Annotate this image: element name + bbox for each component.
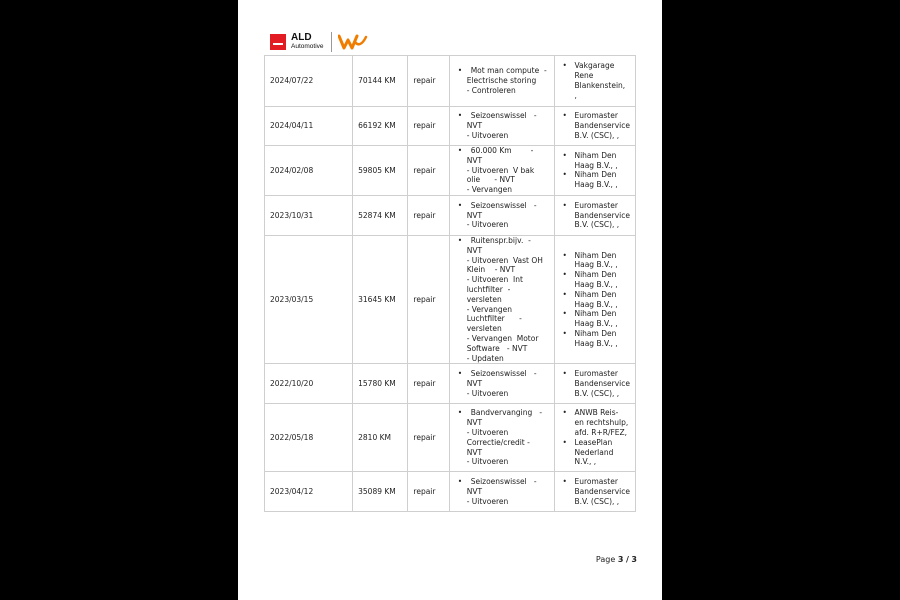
activity-line: - Uitvoeren [466, 428, 509, 438]
service-type-cell: repair [408, 56, 449, 107]
garage-line [560, 339, 630, 349]
service-date-cell: 2022/05/18 [265, 404, 353, 472]
table-row [265, 404, 636, 472]
service-type-cell: repair [408, 195, 449, 235]
garage-cell [555, 107, 636, 146]
garage-name-text: Haag B.V., , [574, 319, 618, 329]
garage-line [560, 309, 630, 319]
page-label: Page [595, 555, 616, 564]
garage-line [560, 319, 630, 329]
bullet-icon: • [562, 250, 567, 260]
garage-name-text: Euromaster [574, 369, 618, 379]
current-page: 3 [617, 555, 624, 564]
bullet-icon [560, 180, 574, 190]
document-page [238, 0, 662, 600]
garage-line [560, 448, 630, 458]
table-row [265, 195, 636, 235]
activity-line: Luchtfilter - [466, 314, 522, 324]
garage-line [560, 91, 630, 101]
ald-logo-icon [270, 34, 286, 50]
activity-cell [449, 364, 555, 404]
garage-cell [555, 472, 636, 512]
activity-line: Correctie/credit - [466, 437, 530, 447]
garage-name-text: Haag B.V., , [574, 260, 618, 270]
garage-line [560, 389, 630, 399]
garage-line [560, 251, 630, 261]
activity-line: luchtfilter - [466, 284, 511, 294]
activity-line: Seizoenswissel - [470, 111, 537, 121]
service-date-cell: 2023/04/12 [265, 472, 353, 512]
garage-line [560, 487, 630, 497]
total-pages: 3 [631, 555, 637, 564]
garage-name-text: Rene [574, 71, 594, 81]
service-type-cell: repair [408, 364, 449, 404]
garage-line [560, 280, 630, 290]
bullet-icon: • [562, 477, 567, 487]
bullet-icon: • [457, 111, 463, 121]
garage-name-text: Vakgarage [574, 61, 615, 71]
activity-line: NVT [466, 155, 483, 165]
activity-line: NVT [466, 486, 483, 496]
activity-line: - Uitvoeren [466, 457, 509, 467]
garage-name-text: Niham Den [574, 329, 617, 339]
activity-line: versleten [466, 294, 502, 304]
garage-line [560, 121, 630, 131]
mileage-cell: 52874 KM [353, 195, 408, 235]
garage-cell [555, 146, 636, 196]
bullet-icon [560, 211, 574, 221]
activity-line: versleten [466, 324, 502, 334]
header-logos [270, 30, 368, 54]
garage-name-text: Nederland [574, 447, 614, 457]
bullet-icon [560, 131, 574, 141]
bullet-icon [560, 379, 574, 389]
activity-line: Seizoenswissel - [470, 477, 537, 487]
garage-name-text: ANWB Reis- [574, 408, 619, 418]
activity-item [455, 477, 550, 487]
page-number [596, 555, 637, 564]
activity-line: NVT [466, 121, 483, 131]
activity-line: - Uitvoeren Vast OH [466, 255, 543, 265]
garage-name-text: Niham Den [574, 170, 617, 180]
bullet-icon [560, 90, 577, 101]
activity-item [455, 201, 550, 211]
garage-line [560, 418, 630, 428]
table-row [265, 146, 636, 196]
service-type-cell: repair [408, 235, 449, 363]
garage-line [560, 71, 630, 81]
activity-cell [449, 56, 555, 107]
activity-line: Seizoenswissel - [470, 369, 537, 379]
garage-cell [555, 404, 636, 472]
bullet-icon: • [562, 289, 567, 299]
service-type-cell: repair [408, 107, 449, 146]
garage-name-text: Niham Den [574, 270, 617, 280]
garage-line [560, 151, 630, 161]
bullet-icon: • [562, 437, 567, 447]
service-date-cell: 2023/10/31 [265, 195, 353, 235]
activity-line: Ruitenspr.bijv. - [470, 235, 531, 245]
garage-name-text: afd. R+R/FEZ, [574, 428, 628, 438]
garage-line [560, 497, 630, 507]
bullet-icon [560, 457, 574, 467]
garage-name-text: Niham Den [574, 250, 617, 260]
bullet-icon [560, 418, 574, 428]
mileage-cell: 70144 KM [353, 56, 408, 107]
garage-name-text: N.V., , [574, 457, 597, 467]
garage-name-text: Haag B.V., , [574, 180, 618, 190]
bullet-icon: • [457, 235, 463, 245]
garage-name-text: Bandenservice [574, 486, 630, 496]
activity-line: NVT [466, 210, 483, 220]
activity-line: Software - NVT [466, 343, 528, 353]
service-type-cell: repair [408, 472, 449, 512]
bullet-icon: • [562, 61, 567, 71]
garage-name-text: LeasePlan [574, 437, 613, 447]
w-partner-logo-icon [338, 33, 368, 51]
activity-line: - Uitvoeren [466, 496, 509, 506]
bullet-icon: • [562, 408, 567, 418]
service-type-cell: repair [408, 404, 449, 472]
activity-line: NVT [466, 245, 483, 255]
garage-line [560, 408, 630, 418]
maintenance-history-table [264, 55, 636, 512]
garage-name-text: B.V. (CSC), , [574, 130, 620, 140]
garage-line [560, 180, 630, 190]
bullet-icon [560, 339, 574, 349]
activity-line: NVT [466, 418, 483, 428]
garage-line [560, 81, 630, 91]
garage-line [560, 260, 630, 270]
bullet-icon [560, 300, 574, 310]
activity-line: - Uitvoeren V bak [466, 165, 535, 175]
activity-line: - Uitvoeren [466, 388, 509, 398]
bullet-icon [560, 389, 574, 399]
garage-name-text: Haag B.V., , [574, 160, 618, 170]
bullet-icon: • [457, 408, 463, 418]
activity-item [455, 66, 550, 76]
activity-line: Electrische storing [466, 76, 537, 86]
ald-brand-sub: Automotive [291, 43, 324, 51]
bullet-icon: • [457, 200, 463, 210]
bullet-icon: • [457, 146, 463, 155]
table-row [265, 56, 636, 107]
garage-name-text: Haag B.V., , [574, 299, 618, 309]
activity-line: - Uitvoeren [466, 220, 509, 230]
activity-cell [449, 195, 555, 235]
garage-name-text: Bandenservice [574, 378, 630, 388]
garage-line [560, 379, 630, 389]
bullet-icon: • [457, 477, 463, 487]
bullet-icon [560, 81, 574, 91]
garage-cell [555, 235, 636, 363]
mileage-cell: 35089 KM [353, 472, 408, 512]
activity-item [455, 236, 550, 246]
table-row [265, 472, 636, 512]
bullet-icon: • [562, 170, 567, 180]
page-separator: / [625, 555, 629, 564]
ald-logo-text [291, 33, 324, 51]
garage-name-text: B.V. (CSC), , [574, 388, 620, 398]
activity-line: - Vervangen Motor [466, 333, 539, 343]
bullet-icon [560, 220, 574, 230]
bullet-icon [560, 71, 574, 81]
garage-line [560, 161, 630, 171]
service-date-cell: 2024/02/08 [265, 146, 353, 196]
activity-line: - Updaten [466, 353, 504, 363]
garage-line [560, 170, 630, 180]
activity-cell [449, 404, 555, 472]
bullet-icon: • [562, 329, 567, 339]
bullet-icon [560, 260, 574, 270]
garage-cell [555, 195, 636, 235]
activity-item [455, 408, 550, 418]
activity-line: Seizoenswissel - [470, 200, 537, 210]
activity-line: Klein - NVT [466, 265, 516, 275]
garage-name-text: Haag B.V., , [574, 280, 618, 290]
mileage-cell: 15780 KM [353, 364, 408, 404]
bullet-icon [560, 428, 574, 438]
garage-line [560, 477, 630, 487]
garage-cell [555, 56, 636, 107]
table-body [265, 56, 636, 512]
activity-line: - Vervangen [466, 185, 512, 195]
ald-brand-name: ALD [291, 32, 312, 44]
garage-name-text: Blankenstein, [574, 81, 626, 90]
garage-name-text: Euromaster [574, 477, 618, 487]
garage-line [560, 220, 630, 230]
service-type-cell: repair [408, 146, 449, 196]
activity-line: NVT [466, 447, 483, 457]
activity-line: 60.000 Km - [470, 146, 534, 155]
activity-line: - Vervangen [466, 304, 512, 314]
garage-name-text: Bandenservice [574, 210, 630, 220]
garage-line [560, 300, 630, 310]
table-row [265, 235, 636, 363]
activity-line: NVT [466, 378, 483, 388]
garage-line [560, 211, 630, 221]
garage-name-text: Niham Den [574, 289, 617, 299]
activity-line: Bandvervanging - [470, 408, 543, 418]
logo-divider [331, 32, 332, 52]
mileage-cell: 2810 KM [353, 404, 408, 472]
service-date-cell: 2023/03/15 [265, 235, 353, 363]
bullet-icon [560, 161, 574, 171]
garage-name-text: Niham Den [574, 150, 617, 160]
activity-cell [449, 107, 555, 146]
bullet-icon [560, 319, 574, 329]
bullet-icon: • [562, 150, 567, 160]
mileage-cell: 59805 KM [353, 146, 408, 196]
bullet-icon: • [457, 369, 463, 379]
garage-line [560, 457, 630, 467]
activity-item [455, 146, 550, 156]
garage-line [560, 329, 630, 339]
activity-line: - Uitvoeren [466, 130, 509, 140]
garage-name-text: Euromaster [574, 111, 618, 121]
garage-name-text: Haag B.V., , [574, 338, 618, 348]
activity-line: - Controleren [466, 85, 516, 95]
garage-name-text: Niham Den [574, 309, 617, 319]
bullet-icon: • [562, 309, 567, 319]
garage-line [560, 428, 630, 438]
garage-cell [555, 364, 636, 404]
garage-line [560, 201, 630, 211]
bullet-icon: • [562, 270, 567, 280]
bullet-icon: • [562, 111, 567, 121]
activity-line: Mot man compute - [470, 66, 547, 76]
service-date-cell: 2024/04/11 [265, 107, 353, 146]
activity-cell [449, 235, 555, 363]
service-date-cell: 2024/07/22 [265, 56, 353, 107]
activity-item [455, 369, 550, 379]
garage-line [560, 61, 630, 71]
bullet-icon: • [562, 200, 567, 210]
garage-line [560, 131, 630, 141]
mileage-cell: 31645 KM [353, 235, 408, 363]
garage-name-text: , [574, 90, 577, 100]
activity-item [455, 111, 550, 121]
bullet-icon [560, 497, 574, 507]
activity-line: - Uitvoeren Int [466, 275, 523, 285]
garage-name-text: Euromaster [574, 200, 618, 210]
garage-line [560, 369, 630, 379]
garage-line [560, 111, 630, 121]
bullet-icon [560, 121, 574, 131]
bullet-icon [560, 280, 574, 290]
activity-cell [449, 146, 555, 196]
mileage-cell: 66192 KM [353, 107, 408, 146]
garage-name-text: B.V. (CSC), , [574, 496, 620, 506]
activity-line: olie - NVT [466, 175, 515, 185]
activity-cell [449, 472, 555, 512]
table-row [265, 107, 636, 146]
bullet-icon [560, 448, 574, 458]
bullet-icon [560, 487, 574, 497]
garage-line [560, 290, 630, 300]
garage-name-text: B.V. (CSC), , [574, 220, 620, 230]
garage-name-text: Bandenservice [574, 121, 630, 131]
bullet-icon: • [562, 369, 567, 379]
garage-line [560, 438, 630, 448]
garage-line [560, 270, 630, 280]
table-row [265, 364, 636, 404]
garage-name-text: en rechtshulp, [574, 418, 629, 428]
service-date-cell: 2022/10/20 [265, 364, 353, 404]
bullet-icon: • [457, 66, 463, 76]
